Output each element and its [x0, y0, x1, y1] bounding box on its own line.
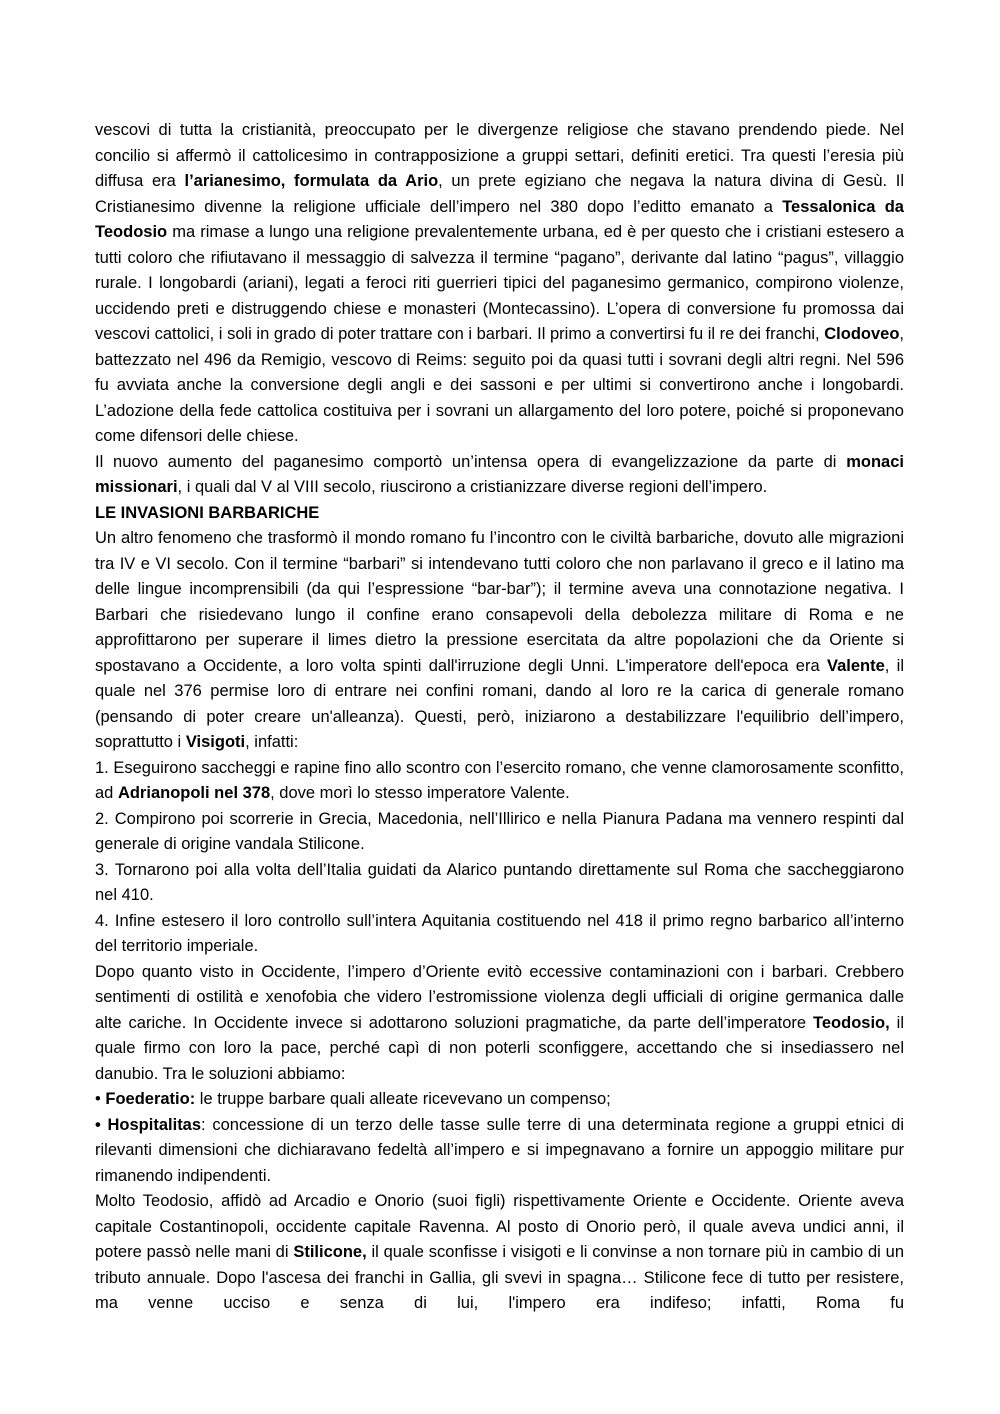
list-item-2: 2. Compirono poi scorrerie in Grecia, Macedonia, nell’Illirico e nella Pianura Padana ma vennero respinti dal generale di origine vandala Stilicone. [95, 809, 904, 853]
bold-term: Teodosio, [813, 1013, 890, 1032]
bold-term: Visigoti [185, 733, 246, 751]
document-body [95, 118, 904, 1317]
text-run: , infatti: [245, 733, 299, 751]
text-run: , il quale nel 376 permise loro di entrare nei confini romani, dando al loro re la carica di generale romano (pensando di poter creare un'alleanza). Questi, però, iniziarono a destabilizzare l'equilibrio dell’impero, soprattutto i [95, 656, 904, 751]
bullet-icon: • [95, 1090, 101, 1108]
list-item-4: 4. Infine estesero il loro controllo sull’intera Aquitania costituendo nel 418 il primo regno barbarico all’interno del territorio imperiale. [95, 911, 904, 955]
paragraph-missionaries [95, 450, 904, 501]
text-run: vescovi di tutta la cristianità, preoccupato per le divergenze religiose che stavano prendendo piede. Nel concilio si affermò il cattolicesimo in contrapposizione a gruppi settari, definiti eretici. Tra questi l’eresia più diffusa era [95, 121, 904, 190]
text-run: il quale sconfisse i visigoti e li convinse a non tornare più in cambio di un tributo annuale. Dopo l'ascesa dei franchi in Gallia, gli svevi in spagna… Stilicone fece di tutto per resistere, ma venne ucciso e senza di lui, l'impero era indifeso; infatti, Roma fu [95, 1243, 905, 1312]
text-run: : concessione di un terzo delle tasse sulle terre di una determinata regione a gruppi etnici di rilevanti dimensioni che dichiaravano fedeltà all’impero e si impegnavano a fornire un appoggio militare pur rimanendo indipendenti. [95, 1115, 904, 1185]
text-run: Un altro fenomeno che trasformò il mondo romano fu l’incontro con le civiltà barbariche, dovuto alle migrazioni tra IV e VI secolo. Con il termine “barbari” si intendevano tutti coloro che non parlavano il greco e il latino ma delle lingue incomprensibili (da qui l’espressione “bar-bar”); il termine aveva una connotazione negativa. I Barbari che risiedevano lungo il confine erano consapevoli della debolezza militare di Roma e ne approfittarono per superare il limes dietro la pressione esercitata da altre popolazioni che da Oriente si spostavano a Occidente, a loro volta spinti dall'irruzione degli Unni. L'imperatore dell'epoca era [95, 529, 904, 675]
list-item-1 [95, 756, 904, 807]
bold-term: Adrianopoli nel 378 [117, 784, 271, 802]
bold-term: Stilicone, [293, 1243, 367, 1261]
bold-term: Foederatio: [105, 1090, 196, 1108]
text-run: 1. Eseguirono saccheggi e rapine fino allo scontro con l’esercito romano, che venne clamorosamente sconfitto, ad [95, 758, 904, 802]
text-run: il quale firmo con loro la pace, perché capì di non poterli sconfiggere, accettando che si insediassero nel danubio. Tra le soluzioni abbiamo: [95, 1013, 904, 1083]
paragraph-arianism [95, 118, 904, 450]
bullet-icon: • [95, 1115, 101, 1134]
bold-term: Tessalonica da Teodosio [95, 197, 904, 241]
bold-term: monaci missionari [95, 452, 904, 496]
paragraph-stilicone [95, 1189, 904, 1317]
text-run: Dopo quanto visto in Occidente, l’impero d’Oriente evitò eccessive contaminazioni con i barbari. Crebbero sentimenti di ostilità e xenofobia che videro l’estromissione violenza degli ufficiali di origine germanica dalle alte cariche. In Occidente invece si adottarono soluzioni pragmatiche, da parte dell’imperatore [95, 962, 904, 1032]
section-heading: LE INVASIONI BARBARICHE [95, 503, 320, 522]
bullet-item-hospitalitas [95, 1113, 904, 1190]
text-run: , i quali dal V al VIII secolo, riuscirono a cristianizzare diverse regioni dell’impero. [177, 478, 768, 496]
text-run: , battezzato nel 496 da Remigio, vescovo di Reims: seguito poi da quasi tutti i sovrani degli altri regni. Nel 596 fu avviata anche la conversione degli angli e dei sassoni e per ultimi si convertirono anche i longobardi. L’adozione della fede cattolica costituiva per i sovrani un allargamento del loro potere, poiché si proponevano come difensori delle chiese. [95, 325, 904, 445]
text-run: , dove morì lo stesso imperatore Valente. [270, 784, 570, 802]
bullet-item-foederatio [95, 1087, 904, 1113]
bold-term: Valente [826, 656, 885, 675]
paragraph-theodosius [95, 960, 904, 1088]
paragraph-invasions [95, 526, 904, 756]
text-run: Molto Teodosio, affidò ad Arcadio e Onorio (suoi figli) rispettivamente Oriente e Occidente. Oriente aveva capitale Costantinopoli, occidente capitale Ravenna. Al posto di Onorio però, il quale aveva undici anni, il potere passò nelle mani di [95, 1192, 904, 1261]
text-run: le truppe barbare quali alleate ricevevano un compenso; [195, 1090, 611, 1108]
bold-term: Hospitalitas [107, 1115, 202, 1134]
text-run: , un prete egiziano che negava la natura divina di Gesù. Il Cristianesimo divenne la religione ufficiale dell’impero nel 380 dopo l’editto emanato a [95, 172, 904, 216]
text-run: ma rimase a lungo una religione prevalentemente urbana, ed è per questo che i cristiani estesero a tutti coloro che rifiutavano il messaggio di salvezza il termine “pagano”, derivante dal latino “pagus”, villaggio rurale. I longobardi (ariani), legati a feroci riti guerrieri tipici del paganesimo germanico, compirono violenze, uccidendo preti e distruggendo chiese e monasteri (Montecassino). L’opera di conversione fu promossa dai vescovi cattolici, i soli in grado di poter trattare con i barbari. Il primo a convertirsi fu il re dei franchi, [95, 223, 904, 343]
bold-term: l’arianesimo, formulata da Ario [184, 172, 439, 190]
text-run: Il nuovo aumento del paganesimo comportò un’intensa opera di evangelizzazione da parte di [95, 452, 847, 471]
list-item-3: 3. Tornarono poi alla volta dell’Italia guidati da Alarico puntando direttamente sul Roma che saccheggiarono nel 410. [95, 860, 904, 904]
bold-term: Clodoveo [824, 325, 900, 343]
